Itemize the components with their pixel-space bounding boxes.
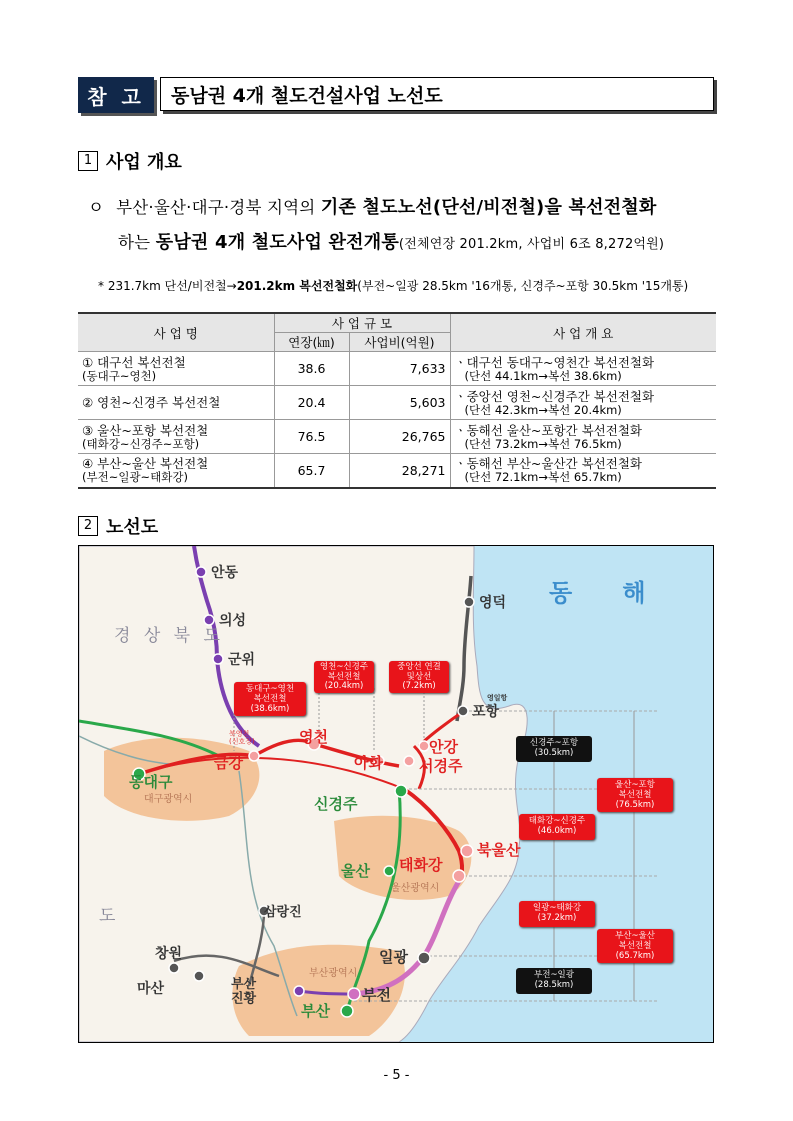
callout-busan-ulsan: 부산~울산 복선전철 (65.7km)	[597, 929, 673, 963]
section-2-heading	[78, 513, 158, 539]
section-2-number: 2	[78, 516, 98, 536]
bukyeongcheon-label: 북영천 (신호장)	[229, 730, 255, 746]
project-summary-table	[78, 312, 716, 489]
station-taehwagang: 태화강	[399, 856, 443, 874]
header-cost: 사업비(억원)	[349, 333, 450, 352]
sea-label: 동 해	[549, 579, 646, 607]
footnote	[98, 277, 688, 294]
ulsan-metro-label: 울산광역시	[391, 883, 440, 894]
station-ilgwang: 일광	[379, 948, 408, 966]
section-1-heading	[78, 148, 182, 174]
row-length: 65.7	[274, 454, 349, 488]
footnote-a: * 231.7km 단선/비전철→	[98, 279, 237, 293]
row-length: 76.5	[274, 420, 349, 454]
section-2-title: 노선도	[106, 517, 159, 538]
callout-ulsan-pohang: 울산~포항 복선전철 (76.5km)	[597, 778, 673, 812]
station-dongdaegu: 동대구	[129, 773, 173, 791]
table-row	[78, 352, 716, 386]
busan-metro-label: 부산광역시	[309, 968, 358, 979]
daegu-region	[104, 738, 259, 821]
row-summary-detail: (단선 42.3km→복선 20.4km)	[464, 402, 622, 417]
station-bujeon: 부전	[362, 986, 391, 1004]
station-busan: 부산	[301, 1002, 330, 1020]
row-length: 38.6	[274, 352, 349, 386]
overview-text-1a: 부산·울산·대구·경북 지역의	[116, 198, 321, 217]
header-scale: 사 업 규 모	[274, 313, 450, 333]
station-singyeongju: 신경주	[314, 795, 358, 813]
station-pohang: 포항	[472, 704, 500, 720]
row-summary: ㆍ대구선 동대구~영천간 복선전철화	[454, 354, 655, 370]
row-length: 20.4	[274, 386, 349, 420]
bullet-mark: ㅇ	[88, 198, 105, 217]
row-name: ① 대구선 복선전철	[82, 354, 186, 370]
station-yeongcheon: 영천	[299, 728, 328, 746]
row-summary: ㆍ중앙선 영천~신경주간 복선전철화	[454, 388, 655, 404]
row-sub: (동대구~영천)	[82, 368, 157, 383]
table-row	[78, 454, 716, 488]
table-row	[78, 386, 716, 420]
row-name: ④ 부산~울산 복선전철	[82, 456, 209, 472]
region-gyeongbuk-label: 경 상 북 도	[114, 626, 224, 646]
station-yeongdeok: 영덕	[479, 595, 507, 611]
row-summary-detail: (단선 73.2km→복선 76.5km)	[464, 436, 622, 451]
callout-singyeongju-pohang: 신경주~포항 (30.5km)	[516, 736, 592, 762]
station-busanjin: 부산 진황	[231, 977, 257, 1007]
page-number: - 5 -	[383, 1068, 410, 1083]
row-cost: 28,271	[349, 454, 450, 488]
callout-yeongcheon-singyeongju: 영천~신경주 복선전철 (20.4km)	[314, 661, 374, 693]
station-changwon: 창원	[155, 946, 183, 962]
row-cost: 7,633	[349, 352, 450, 386]
row-summary: ㆍ동해선 부산~울산간 복선전철화	[454, 456, 642, 472]
daegu-metro-label: 대구광역시	[144, 794, 193, 805]
callout-ilgwang-taehwagang: 일광~태화강 (37.2km)	[519, 901, 595, 927]
row-cost: 5,603	[349, 386, 450, 420]
overview-line-2	[118, 228, 664, 254]
header-summary: 사 업 개 요	[450, 313, 716, 352]
overview-text-2a: 하는	[118, 233, 156, 252]
callout-jungang-link: 중앙선 연결 및상선 (7.2km)	[389, 661, 449, 693]
row-summary: ㆍ동해선 울산~포항간 복선전철화	[454, 422, 642, 438]
section-1-number: 1	[78, 151, 98, 171]
station-geumgang: 금강	[214, 754, 243, 772]
region-do-label: 도	[99, 906, 116, 926]
row-cost: 26,765	[349, 420, 450, 454]
header-name: 사 업 명	[78, 313, 274, 352]
overview-line-1	[88, 193, 656, 219]
footnote-c: (부전~일광 28.5km '16개통, 신경주~포항 30.5km '15개통)	[357, 279, 689, 293]
row-name: ② 영천~신경주 복선전철	[82, 395, 221, 410]
row-sub: (태화강~신경주~포항)	[82, 436, 200, 451]
station-awha: 아화	[354, 754, 383, 772]
callout-bujeon-ilgwang: 부전~일광 (28.5km)	[516, 968, 592, 994]
header-length: 연장(㎞)	[274, 333, 349, 352]
station-yeongilhang: 영일항	[487, 694, 508, 702]
row-summary-detail: (단선 44.1km→복선 38.6km)	[464, 368, 622, 383]
reference-badge: 참 고	[78, 77, 154, 113]
overview-text-2c: (전체연장 201.2km, 사업비 6조 8,272억원)	[398, 237, 665, 252]
station-masan: 마산	[137, 981, 165, 997]
station-uiseong: 의성	[219, 613, 247, 629]
page-title: 동남권 4개 철도건설사업 노선도	[160, 77, 714, 111]
row-summary-detail: (단선 72.1km→복선 65.7km)	[464, 470, 622, 485]
station-andong: 안동	[211, 565, 239, 581]
station-samnangjin: 삼랑진	[264, 905, 302, 920]
overview-text-2b: 동남권 4개 철도사업 완전개통	[155, 232, 399, 253]
station-ulsan: 울산	[341, 862, 370, 880]
station-bukulsan: 북울산	[477, 841, 521, 859]
table-row	[78, 420, 716, 454]
overview-text-1b: 기존 철도노선(단선/비전철)을 복선전철화	[320, 197, 657, 218]
station-gunwi: 군위	[228, 652, 256, 668]
row-name: ③ 울산~포항 복선전철	[82, 422, 209, 438]
station-angang: 안강	[429, 738, 458, 756]
callout-taehwagang-singyeongju: 태화강~신경주 (46.0km)	[519, 814, 595, 840]
footnote-b: 201.2km 복선전철화	[236, 279, 358, 293]
section-1-title: 사업 개요	[106, 152, 182, 173]
callout-daegu-line: 동대구~영천 복선전철 (38.6km)	[234, 682, 306, 716]
station-seogyeongju: 서경주	[419, 757, 463, 775]
railway-route-map	[78, 545, 714, 1043]
row-sub: (부전~일광~태화강)	[82, 470, 189, 485]
